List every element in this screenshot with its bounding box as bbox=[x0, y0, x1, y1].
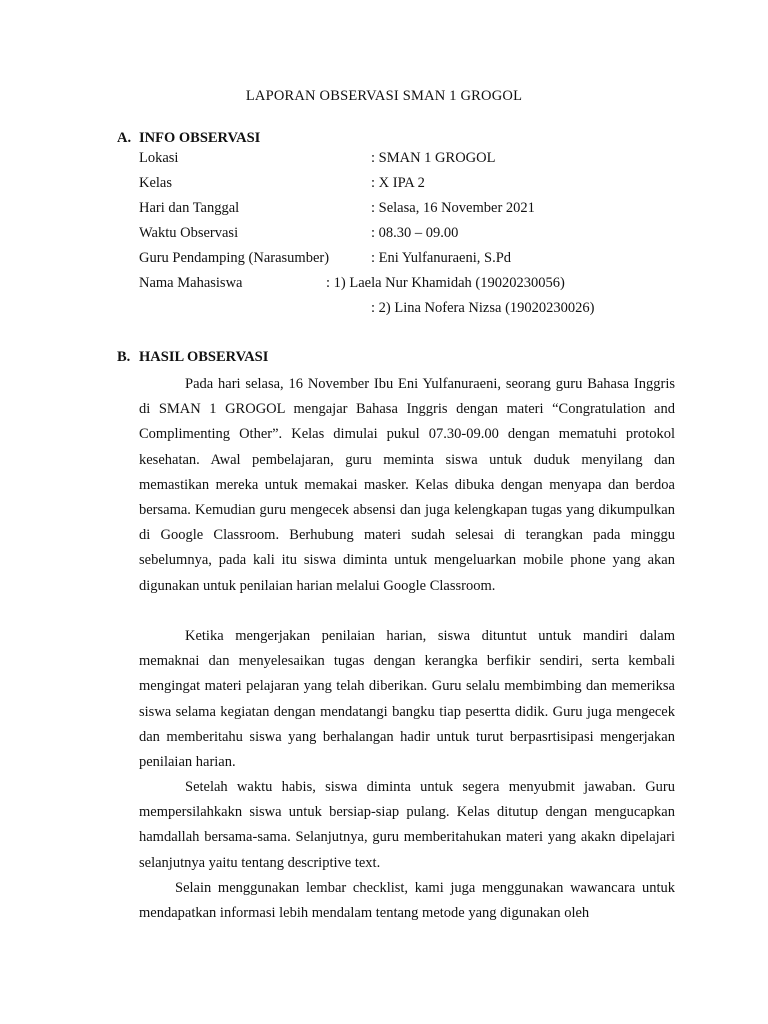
info-label: Nama Mahasiswa bbox=[139, 275, 243, 291]
paragraph: Pada hari selasa, 16 November Ibu Eni Yulfanuraeni, seorang guru Bahasa Inggris di SMAN 1 GROGOL mengajar Bahasa Inggris dengan materi “Congratulation and Complimenting Other”. Kelas dimulai pukul 07.30-09.00 dengan mematuhi protokol kesehatan. Awal pembelajaran, guru meminta siswa untuk duduk menyilang dan memastikan mereka untuk memakai masker. Kelas dibuka dengan menyapa dan berdoa bersama. Kemudian guru mengecek absensi dan juga kelengkapan tugas yang dikumpulkan di Google Classroom. Berhubung materi sudah selesai di terangkan pada minggu sebelumnya, pada kali itu siswa diminta untuk mengeluarkan mobile phone yang akan digunakan untuk penilaian harian melalui Google Classroom. bbox=[139, 376, 675, 594]
info-value: : Eni Yulfanuraeni, S.Pd bbox=[371, 250, 512, 266]
section-b-letter: B. bbox=[117, 349, 131, 365]
section-a-heading bbox=[117, 130, 260, 147]
info-label: Waktu Observasi bbox=[139, 225, 239, 241]
info-label: Hari dan Tanggal bbox=[139, 200, 240, 216]
info-value: : 1) Laela Nur Khamidah (19020230056) bbox=[326, 275, 565, 291]
paragraph: Setelah waktu habis, siswa diminta untuk segera menyubmit jawaban. Guru mempersilahkakn siswa untuk bersiap-siap pulang. Kelas ditutup dengan mengucapkan hamdallah bersama-sama. Selanjutnya, guru memberitahukan materi yang akakn dipelajari selanjutnya yaitu tentang descriptive text. bbox=[139, 779, 675, 871]
section-b-title: HASIL OBSERVASI bbox=[139, 349, 269, 365]
document-title: LAPORAN OBSERVASI SMAN 1 GROGOL bbox=[245, 88, 523, 104]
paragraph: Selain menggunakan lembar checklist, kami juga menggunakan wawancara untuk mendapatkan informasi lebih mendalam tentang metode yang digunakan oleh bbox=[139, 880, 675, 922]
info-label: Lokasi bbox=[139, 150, 179, 166]
info-label: Guru Pendamping (Narasumber) bbox=[139, 250, 330, 266]
info-value: : Selasa, 16 November 2021 bbox=[371, 200, 535, 216]
info-label: Kelas bbox=[139, 175, 173, 191]
info-value: : 08.30 – 09.00 bbox=[371, 225, 459, 241]
paragraph: Ketika mengerjakan penilaian harian, siswa dituntut untuk mandiri dalam memaknai dan menyelesaikan tugas dengan kerangka berfikir sendiri, serta kembali mengingat materi pelajaran yang telah diberikan. Guru selalu membimbing dan memeriksa siswa selama kegiatan dengan mendatangi bangku tiap pesertta didik. Guru juga mengecek dan memberitahu siswa yang berhalangan hadir untuk turut berpasrtisipasi mengerjakan penilaian harian. bbox=[139, 628, 675, 771]
section-b-heading bbox=[117, 349, 268, 366]
section-a-letter: A. bbox=[117, 130, 132, 146]
section-a-title: INFO OBSERVASI bbox=[139, 130, 261, 146]
info-value: : 2) Lina Nofera Nizsa (19020230026) bbox=[371, 300, 595, 316]
info-value: : X IPA 2 bbox=[371, 175, 425, 191]
info-value: : SMAN 1 GROGOL bbox=[371, 150, 496, 166]
